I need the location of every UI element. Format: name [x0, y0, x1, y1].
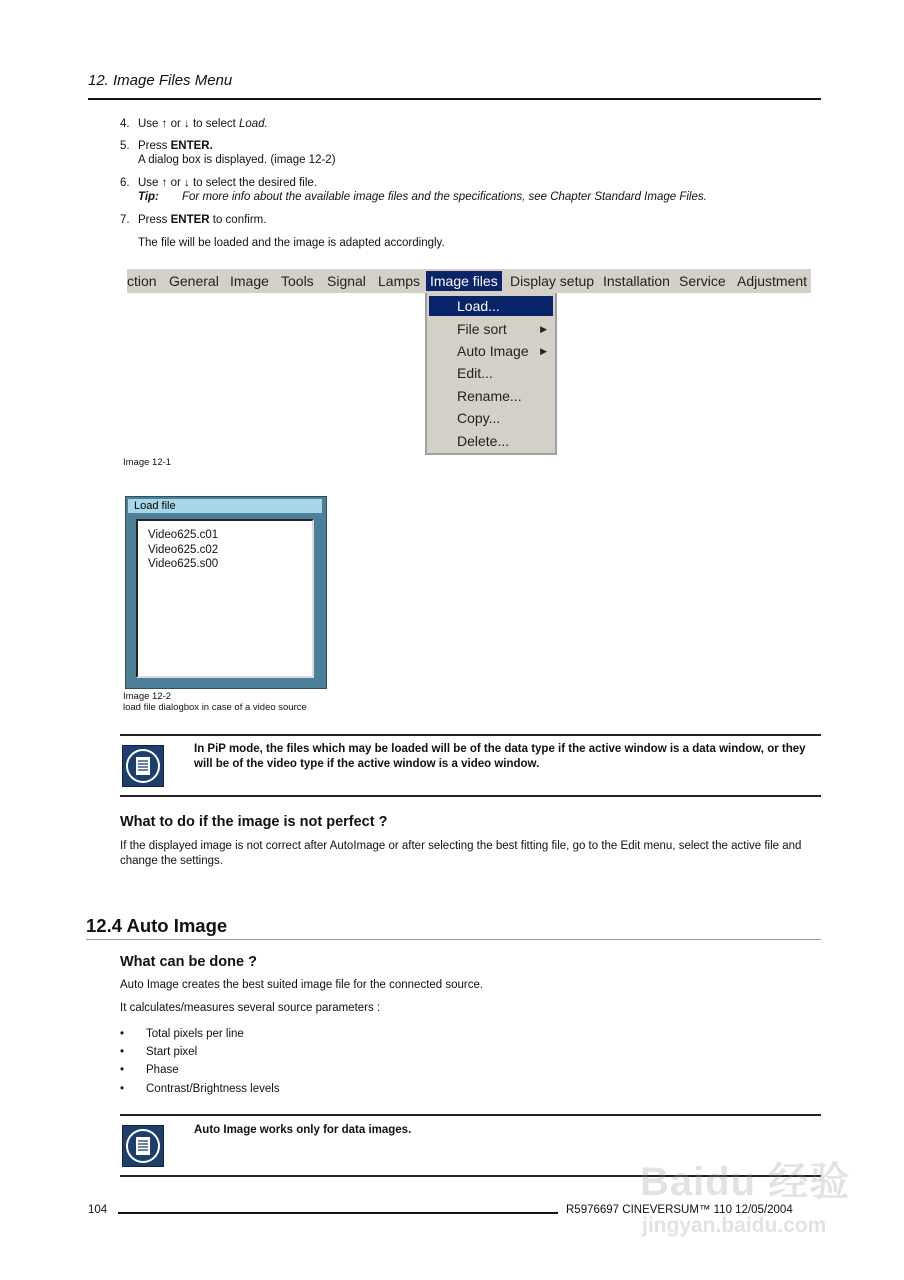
- file-list: [136, 519, 314, 678]
- submenu-arrow-icon: ▶: [540, 346, 547, 356]
- note-book-icon: [122, 1125, 164, 1167]
- section-subheading: What can be done ?: [120, 954, 257, 970]
- menu-item-lamps[interactable]: Lamps: [378, 273, 421, 289]
- step-7-result: [120, 236, 445, 250]
- tip-text: For more info about the available image files and the specifications, see Chapter Standard Image Files.: [182, 191, 707, 203]
- dropdown-item-edit[interactable]: Edit...: [457, 365, 493, 381]
- menu-item-general[interactable]: General: [169, 273, 219, 289]
- menu-bar: [127, 269, 811, 293]
- note-text: Auto Image works only for data images.: [194, 1124, 412, 1136]
- bullet-text: Phase: [146, 1064, 179, 1076]
- file-list-item[interactable]: Video625.c02: [148, 543, 219, 556]
- file-list-item[interactable]: Video625.c01: [148, 529, 219, 541]
- dropdown-item-copy[interactable]: Copy...: [457, 410, 501, 426]
- submenu-arrow-icon: ▶: [540, 324, 547, 334]
- note-text: In PiP mode, the files which may be loaded will be of the data type if the active window is a data window, or they will be of the video type if the active window is a video window.: [194, 743, 806, 770]
- note-divider-top: [120, 1114, 821, 1116]
- step-5: [120, 139, 336, 167]
- step-number: 4.: [120, 118, 130, 130]
- step-number: 6.: [120, 177, 130, 189]
- section-paragraph: It calculates/measures several source parameters :: [120, 1002, 381, 1014]
- step-strong: ENTER.: [170, 140, 213, 152]
- chapter-divider: [86, 939, 821, 940]
- step-number: 5.: [120, 140, 130, 152]
- step-number: 7.: [120, 214, 130, 226]
- dropdown-item-rename[interactable]: Rename...: [457, 388, 522, 404]
- step-text: Press: [138, 214, 171, 226]
- step-strong: ENTER: [170, 214, 210, 226]
- dropdown-item-load[interactable]: Load...: [429, 296, 553, 316]
- header-divider: [88, 98, 821, 100]
- menu-item-section[interactable]: ction: [127, 273, 157, 289]
- watermark-url: jingyan.baidu.com: [642, 1214, 827, 1237]
- bullet-item: • Contrast/Brightness levels: [120, 1083, 280, 1095]
- dropdown-item-label: File sort: [457, 321, 507, 337]
- document-reference: R5976697 CINEVERSUM™ 110 12/05/2004: [566, 1204, 793, 1216]
- bullet-item: • Total pixels per line: [120, 1028, 244, 1040]
- section-paragraph: Auto Image creates the best suited image file for the connected source.: [120, 979, 484, 991]
- menu-item-image-files[interactable]: Image files: [426, 271, 502, 291]
- menu-item-tools[interactable]: Tools: [281, 273, 314, 289]
- note-divider-bottom: [120, 795, 821, 797]
- menu-item-display-setup[interactable]: Display setup: [510, 273, 595, 289]
- bullet-item: • Phase: [120, 1064, 179, 1076]
- menu-item-signal[interactable]: Signal: [327, 273, 366, 289]
- step-text: Use ↑ or ↓ to select the desired file.: [138, 177, 317, 189]
- tip-label: Tip:: [138, 191, 159, 203]
- file-list-item[interactable]: Video625.s00: [148, 558, 219, 570]
- menu-item-adjustment[interactable]: Adjustment: [737, 273, 808, 289]
- footer-divider: [118, 1212, 558, 1214]
- caption-line: load file dialogbox in case of a video source: [123, 702, 307, 713]
- dialog-title: Load file: [128, 499, 322, 513]
- step-4: [120, 117, 268, 131]
- section-heading: What to do if the image is not perfect ?: [120, 814, 388, 830]
- step-7: [120, 213, 266, 227]
- watermark-logo: Baidu 经验: [640, 1160, 851, 1204]
- caption-line: Image 12-2: [123, 691, 172, 702]
- dropdown-item-delete[interactable]: Delete...: [457, 433, 510, 449]
- step-text-post: to confirm.: [209, 214, 267, 226]
- page-number: 104: [88, 1204, 108, 1216]
- step-6: [120, 176, 707, 204]
- menu-item-service[interactable]: Service: [679, 273, 726, 289]
- bullet-text: Contrast/Brightness levels: [146, 1083, 280, 1095]
- step-emphasis: Load.: [238, 118, 268, 130]
- dropdown-item-file-sort[interactable]: [457, 321, 547, 337]
- dropdown-item-label: Auto Image: [457, 343, 529, 359]
- note-divider-top: [120, 734, 821, 736]
- step-line2: A dialog box is displayed. (image 12-2): [138, 154, 336, 166]
- image-files-dropdown: [425, 293, 557, 455]
- dropdown-item-auto-image[interactable]: [457, 343, 529, 359]
- menu-item-image[interactable]: Image: [230, 273, 269, 289]
- bullet-item: • Start pixel: [120, 1046, 198, 1058]
- bullet-text: Start pixel: [146, 1046, 198, 1058]
- menu-item-installation[interactable]: Installation: [603, 273, 670, 289]
- chapter-heading: 12.4 Auto Image: [86, 915, 228, 936]
- section-paragraph: If the displayed image is not correct after AutoImage or after selecting the best fitting file, go to the Edit menu, select the active file and change the settings.: [120, 840, 802, 867]
- image-caption-1: Image 12-1: [123, 457, 172, 468]
- step-line2: The file will be loaded and the image is adapted accordingly.: [138, 237, 445, 249]
- step-text: Use ↑ or ↓ to select: [138, 118, 239, 130]
- step-text: Press: [138, 140, 171, 152]
- note-book-icon: [122, 745, 164, 787]
- image-caption-2: [123, 691, 307, 713]
- page-header-title: 12. Image Files Menu: [88, 72, 233, 89]
- load-file-dialog: [125, 496, 327, 689]
- bullet-text: Total pixels per line: [146, 1028, 244, 1040]
